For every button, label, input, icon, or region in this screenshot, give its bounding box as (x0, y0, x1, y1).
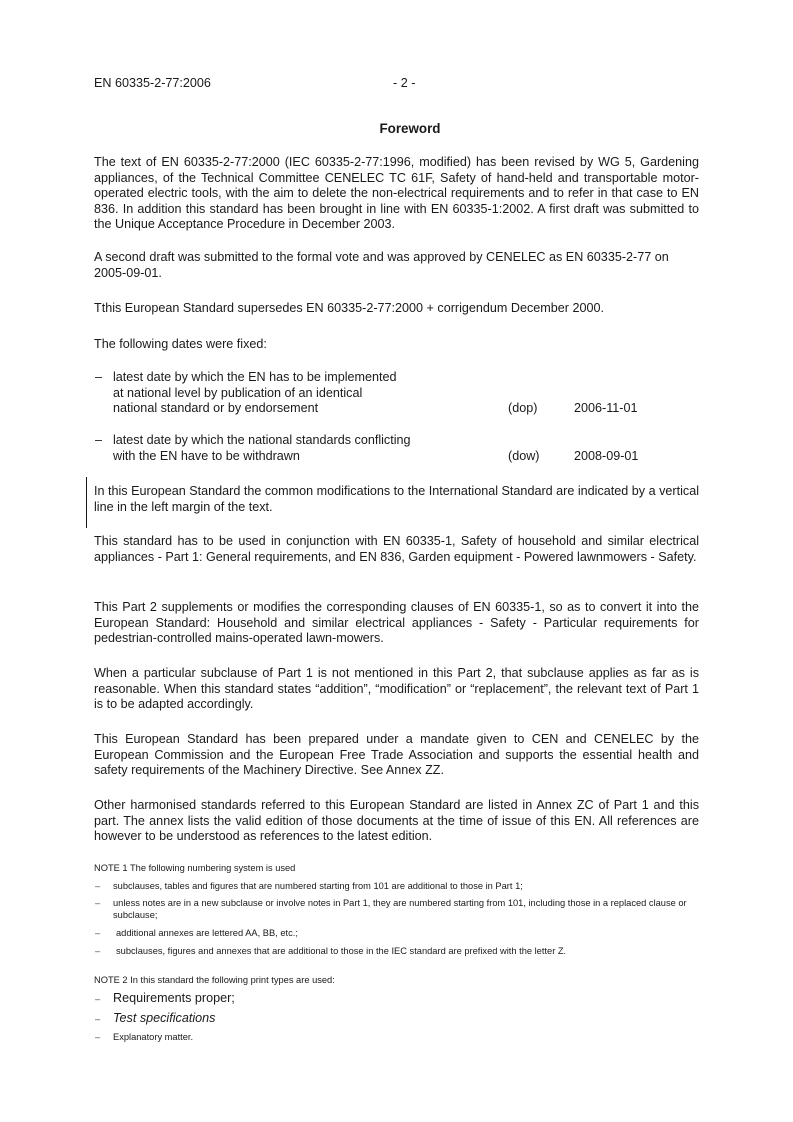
date-item-dow (94, 433, 714, 465)
dash-bullet: – (95, 1032, 101, 1042)
date-value: 2006-11-01 (574, 401, 638, 415)
paragraph-second-draft: A second draft was submitted to the formal vote and was approved by CENELEC as EN 60335-2-77 on 2005-09-01. (94, 250, 669, 280)
paragraph-revision: The text of EN 60335-2-77:2000 (IEC 60335-2-77:1996, modified) has been revised by WG 5, Gardening appliances, of the Technical Committee CENELEC TC 61F, Safety of hand-held and transportable motor-operated electric tools, with the aim to delete the non-electrical requirements and to refer in that case to EN 836. In addition this standard has been brought in line with EN 60335-1:2002. A first draft was submitted to the Unique Acceptance Procedure in December 2003. (94, 155, 699, 231)
page-title: Foreword (379, 121, 441, 136)
date-item-line: national standard or by endorsement (113, 401, 319, 415)
paragraph-dates-intro: The following dates were fixed: (94, 337, 267, 351)
date-code: (dop) (508, 401, 538, 415)
date-item-line: at national level by publication of an identical (113, 385, 363, 400)
dash-bullet: – (95, 928, 101, 938)
date-item-line: with the EN have to be withdrawn (113, 448, 300, 463)
dash-bullet: – (95, 881, 101, 891)
date-item-dop (94, 370, 714, 418)
dash-bullet: – (95, 433, 103, 447)
print-type-text: Test specifications (113, 1011, 216, 1025)
paragraph-conjunction: This standard has to be used in conjunction with EN 60335-1, Safety of household and similar electrical appliances - Part 1: General requirements, and EN 836, Garden equipment - Powered lawnmowers - Safety. (94, 534, 699, 564)
paragraph-subclause-rules: When a particular subclause of Part 1 is not mentioned in this Part 2, that subclause applies as far as is reasonable. When this standard states “addition”, “modification” or “replacement”, the relevant text of Part 1 is to be adapted accordingly. (94, 666, 699, 711)
note2-heading: NOTE 2 In this standard the following print types are used: (94, 975, 335, 985)
date-item-line: latest date by which the EN has to be implemented (113, 370, 397, 384)
paragraph-common-modifications: In this European Standard the common modifications to the International Standard are indicated by a vertical line in the left margin of the text. (94, 484, 699, 514)
page-number: - 2 - (393, 76, 416, 90)
dash-bullet: – (95, 994, 101, 1004)
paragraph-harmonised-standards: Other harmonised standards referred to this European Standard are listed in Annex ZC of Part 1 and this part. The annex lists the valid edition of those documents at the time of issue of this EN. All references are however to be understood as references to the latest edition. (94, 798, 699, 843)
paragraph-mandate: This European Standard has been prepared under a mandate given to CEN and CENELEC by the European Commission and the European Free Trade Association and supports the essential health and safety requirements of the Machinery Directive. See Annex ZZ. (94, 732, 699, 777)
date-value: 2008-09-01 (574, 448, 639, 463)
dash-bullet: – (95, 946, 101, 956)
date-item-description (113, 433, 493, 464)
note1-item-text: unless notes are in a new subclause or involve notes in Part 1, they are numbered starting from 101, including those in a replaced clause or subclause; (113, 898, 687, 920)
paragraph-part2-supplements: This Part 2 supplements or modifies the corresponding clauses of EN 60335-1, so as to convert it into the European Standard: Household and similar electrical appliances - Safety - Particular requirements for pedestrian-controlled mains-operated lawn-mowers. (94, 600, 699, 645)
modification-margin-line (86, 477, 87, 528)
date-code: (dow) (508, 448, 540, 463)
date-item-line: latest date by which the national standards conflicting (113, 433, 411, 447)
print-type-text: Requirements proper; (113, 991, 235, 1005)
dash-bullet: – (95, 1014, 101, 1024)
note1-item-text: subclauses, figures and annexes that are additional to those in the IEC standard are prefixed with the letter Z. (116, 946, 567, 956)
print-type-text: Explanatory matter. (113, 1032, 194, 1042)
date-item-description (113, 370, 493, 417)
note1-item-text: subclauses, tables and figures that are numbered starting from 101 are additional to those in Part 1; (113, 881, 523, 891)
paragraph-supersedes: Tthis European Standard supersedes EN 60335-2-77:2000 + corrigendum December 2000. (94, 301, 605, 315)
document-id: EN 60335-2-77:2006 (94, 76, 211, 90)
dash-bullet: – (95, 898, 101, 908)
dash-bullet: – (95, 370, 103, 384)
note1-item-text: additional annexes are lettered AA, BB, etc.; (116, 928, 298, 938)
note1-heading: NOTE 1 The following numbering system is used (94, 863, 296, 873)
